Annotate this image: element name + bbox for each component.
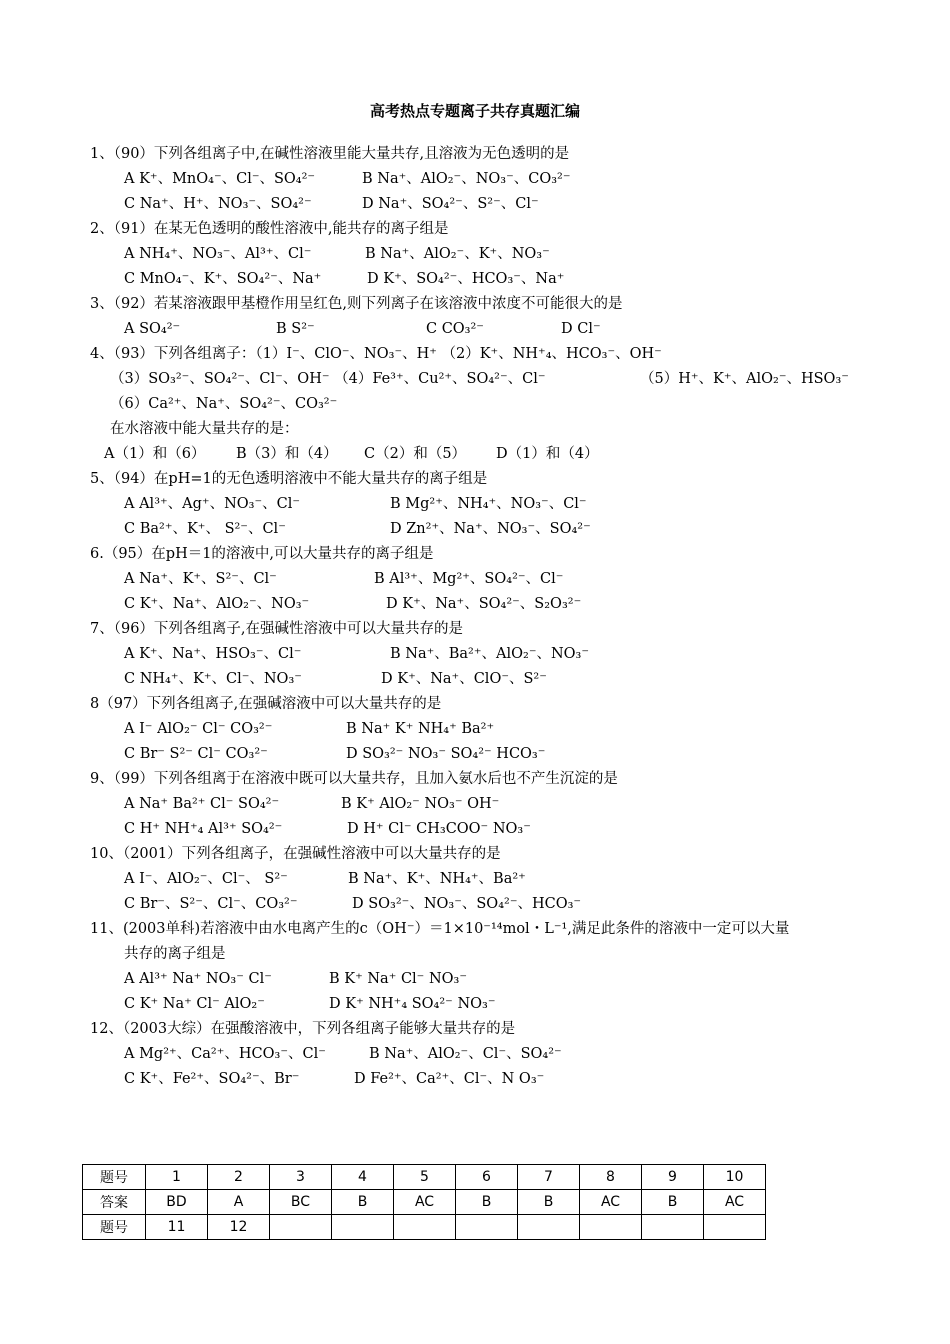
option-line — [90, 392, 890, 417]
option-text: A I⁻、AlO₂⁻、Cl⁻、 S²⁻ — [124, 871, 288, 887]
table-cell — [332, 1215, 394, 1240]
table-cell: 3 — [270, 1165, 332, 1190]
table-row — [83, 1215, 766, 1240]
table-cell: AC — [580, 1190, 642, 1215]
option-line — [90, 1042, 890, 1067]
option-text: C K⁺、Na⁺、AlO₂⁻、NO₃⁻ — [124, 596, 310, 612]
option-text: A K⁺、Na⁺、HSO₃⁻、Cl⁻ — [124, 646, 302, 662]
table-cell: 7 — [518, 1165, 580, 1190]
table-cell: 4 — [332, 1165, 394, 1190]
option-text: A Na⁺ Ba²⁺ Cl⁻ SO₄²⁻ — [124, 796, 280, 812]
table-cell: AC — [394, 1190, 456, 1215]
option-line — [90, 992, 890, 1017]
option-text: B Na⁺、K⁺、NH₄⁺、Ba²⁺ — [348, 871, 526, 887]
option-text: C K⁺、Fe²⁺、SO₄²⁻、Br⁻ — [124, 1071, 300, 1087]
page-title: 高考热点专题离子共存真题汇编 — [369, 102, 580, 120]
option-text: A Mg²⁺、Ca²⁺、HCO₃⁻、Cl⁻ — [124, 1046, 326, 1062]
option-text: B Mg²⁺、NH₄⁺、NO₃⁻、Cl⁻ — [390, 496, 587, 512]
table-row — [83, 1190, 766, 1215]
option-line — [90, 167, 890, 192]
table-cell: BC — [270, 1190, 332, 1215]
question-stem — [90, 467, 890, 492]
table-cell: A — [208, 1190, 270, 1215]
option-line — [90, 592, 890, 617]
question-stem — [90, 542, 890, 567]
option-text: （5）H⁺、K⁺、AlO₂⁻、HSO₃⁻ — [640, 371, 849, 387]
option-text: C CO₃²⁻ — [426, 321, 484, 337]
option-text: B K⁺ Na⁺ Cl⁻ NO₃⁻ — [329, 971, 467, 987]
option-line — [90, 817, 890, 842]
option-text: A（1）和（6） — [104, 446, 206, 462]
option-text: C Br⁻、S²⁻、Cl⁻、CO₃²⁻ — [124, 896, 298, 912]
table-cell: 5 — [394, 1165, 456, 1190]
table-cell: B — [332, 1190, 394, 1215]
table-cell — [270, 1215, 332, 1240]
option-line — [90, 717, 890, 742]
option-text: 在水溶液中能大量共存的是： — [110, 421, 299, 437]
option-text: D SO₃²⁻ NO₃⁻ SO₄²⁻ HCO₃⁻ — [346, 746, 546, 762]
option-line — [90, 867, 890, 892]
option-text: C Na⁺、H⁺、NO₃⁻、SO₄²⁻ — [124, 196, 312, 212]
option-text: B（3）和（4） — [236, 446, 338, 462]
question-text: 6.（95）在pH＝1的溶液中,可以大量共存的离子组是 — [90, 546, 434, 562]
table-row — [83, 1165, 766, 1190]
option-text: 共存的离子组是 — [124, 946, 226, 962]
question-text: 3、（92）若某溶液跟甲基橙作用呈红色,则下列离子在该溶液中浓度不可能很大的是 — [90, 296, 623, 312]
question-text: 7、（96）下列各组离子,在强碱性溶液中可以大量共存的是 — [90, 621, 464, 637]
question-stem — [90, 342, 890, 367]
option-line — [90, 492, 890, 517]
option-text: D Fe²⁺、Ca²⁺、Cl⁻、N O₃⁻ — [354, 1071, 545, 1087]
option-text: D K⁺ NH⁺₄ SO₄²⁻ NO₃⁻ — [329, 996, 496, 1012]
option-text: D K⁺、Na⁺、ClO⁻、S²⁻ — [381, 671, 547, 687]
option-text: D K⁺、Na⁺、SO₄²⁻、S₂O₃²⁻ — [386, 596, 582, 612]
option-text: B Na⁺、AlO₂⁻、Cl⁻、SO₄²⁻ — [369, 1046, 562, 1062]
row-label-cell: 题号 — [83, 1165, 146, 1190]
question-text: 4、（93）下列各组离子：（1）I⁻、ClO⁻、NO₃⁻、H⁺ （2）K⁺、NH⁺₄、HCO₃⁻、OH⁻ — [90, 346, 662, 362]
option-text: C（2）和（5） — [364, 446, 467, 462]
table-cell: AC — [704, 1190, 766, 1215]
option-text: A NH₄⁺、NO₃⁻、Al³⁺、Cl⁻ — [124, 246, 312, 262]
option-text: B Na⁺、Ba²⁺、AlO₂⁻、NO₃⁻ — [390, 646, 590, 662]
option-text: （6）Ca²⁺、Na⁺、SO₄²⁻、CO₃²⁻ — [110, 396, 338, 412]
table-cell: B — [518, 1190, 580, 1215]
option-line — [90, 567, 890, 592]
option-line — [90, 642, 890, 667]
table-cell — [394, 1215, 456, 1240]
option-text: A Na⁺、K⁺、S²⁻、Cl⁻ — [124, 571, 277, 587]
option-text: B K⁺ AlO₂⁻ NO₃⁻ OH⁻ — [341, 796, 500, 812]
question-stem — [90, 842, 890, 867]
table-cell: 1 — [146, 1165, 208, 1190]
question-stem — [90, 692, 890, 717]
option-line — [90, 317, 890, 342]
option-text: D SO₃²⁻、NO₃⁻、SO₄²⁻、HCO₃⁻ — [352, 896, 582, 912]
option-text: C K⁺ Na⁺ Cl⁻ AlO₂⁻ — [124, 996, 265, 1012]
question-text: 10、（2001）下列各组离子，在强碱性溶液中可以大量共存的是 — [90, 846, 501, 862]
option-line — [90, 967, 890, 992]
question-text: 2、（91）在某无色透明的酸性溶液中,能共存的离子组是 — [90, 221, 449, 237]
table-cell: 12 — [208, 1215, 270, 1240]
option-text: C NH₄⁺、K⁺、Cl⁻、NO₃⁻ — [124, 671, 302, 687]
table-cell: 6 — [456, 1165, 518, 1190]
question-text: 8（97）下列各组离子,在强碱溶液中可以大量共存的是 — [90, 696, 442, 712]
table-cell — [456, 1215, 518, 1240]
question-stem — [90, 142, 890, 167]
option-text: D（1）和（4） — [496, 446, 599, 462]
option-text: D H⁺ Cl⁻ CH₃COO⁻ NO₃⁻ — [347, 821, 531, 837]
question-text: 12、（2003大综）在强酸溶液中，下列各组离子能够大量共存的是 — [90, 1021, 516, 1037]
question-stem — [90, 292, 890, 317]
option-text: A Al³⁺、Ag⁺、NO₃⁻、Cl⁻ — [124, 496, 300, 512]
option-line — [90, 792, 890, 817]
question-stem — [90, 767, 890, 792]
table-cell: B — [456, 1190, 518, 1215]
option-line — [90, 242, 890, 267]
option-text: D Cl⁻ — [561, 321, 601, 337]
question-text: 9、（99）下列各组离于在溶液中既可以大量共存，且加入氨水后也不产生沉淀的是 — [90, 771, 618, 787]
table-cell: BD — [146, 1190, 208, 1215]
option-text: A K⁺、MnO₄⁻、Cl⁻、SO₄²⁻ — [124, 171, 316, 187]
option-line — [90, 667, 890, 692]
option-text: A SO₄²⁻ — [124, 321, 181, 337]
table-cell — [704, 1215, 766, 1240]
option-line — [90, 442, 890, 467]
question-stem — [90, 217, 890, 242]
option-line — [90, 1067, 890, 1092]
option-text: D K⁺、SO₄²⁻、HCO₃⁻、Na⁺ — [367, 271, 565, 287]
option-text: B Al³⁺、Mg²⁺、SO₄²⁻、Cl⁻ — [374, 571, 564, 587]
option-text: C Br⁻ S²⁻ Cl⁻ CO₃²⁻ — [124, 746, 268, 762]
row-label-cell: 题号 — [83, 1215, 146, 1240]
question-stem — [90, 617, 890, 642]
option-text: B S²⁻ — [276, 321, 315, 337]
table-cell: 10 — [704, 1165, 766, 1190]
question-text: 11、(2003单科)若溶液中由水电离产生的c（OH⁻）＝1×10⁻¹⁴mol・L⁻¹,满足此条件的溶液中一定可以大量 — [90, 921, 790, 937]
option-text: （3）SO₃²⁻、SO₄²⁻、Cl⁻、OH⁻ （4）Fe³⁺、Cu²⁺、SO₄²⁻、Cl⁻ — [110, 371, 546, 387]
row-label-cell: 答案 — [83, 1190, 146, 1215]
question-text: 5、（94）在pH=1的无色透明溶液中不能大量共存的离子组是 — [90, 471, 488, 487]
option-text: A I⁻ AlO₂⁻ Cl⁻ CO₃²⁻ — [124, 721, 273, 737]
option-text: D Zn²⁺、Na⁺、NO₃⁻、SO₄²⁻ — [390, 521, 591, 537]
table-cell: 9 — [642, 1165, 704, 1190]
option-text: C MnO₄⁻、K⁺、SO₄²⁻、Na⁺ — [124, 271, 322, 287]
option-line — [90, 267, 890, 292]
option-line — [90, 517, 890, 542]
option-text: C H⁺ NH⁺₄ Al³⁺ SO₄²⁻ — [124, 821, 283, 837]
table-cell: 11 — [146, 1215, 208, 1240]
option-text: C Ba²⁺、K⁺、 S²⁻、Cl⁻ — [124, 521, 286, 537]
table-cell: 2 — [208, 1165, 270, 1190]
question-stem — [90, 917, 890, 942]
option-line — [90, 192, 890, 217]
option-line — [90, 367, 890, 392]
question-text: 1、（90）下列各组离子中,在碱性溶液里能大量共存,且溶液为无色透明的是 — [90, 146, 570, 162]
option-line — [90, 417, 890, 442]
option-line — [90, 892, 890, 917]
answer-table — [82, 1164, 766, 1240]
option-text: B Na⁺、AlO₂⁻、K⁺、NO₃⁻ — [365, 246, 550, 262]
option-text: A Al³⁺ Na⁺ NO₃⁻ Cl⁻ — [124, 971, 272, 987]
option-text: B Na⁺、AlO₂⁻、NO₃⁻、CO₃²⁻ — [362, 171, 571, 187]
option-text: D Na⁺、SO₄²⁻、S²⁻、Cl⁻ — [362, 196, 539, 212]
question-list — [90, 142, 890, 1092]
question-stem — [90, 1017, 890, 1042]
option-text: B Na⁺ K⁺ NH₄⁺ Ba²⁺ — [346, 721, 495, 737]
table-cell — [642, 1215, 704, 1240]
table-cell — [580, 1215, 642, 1240]
option-line — [90, 942, 890, 967]
option-line — [90, 742, 890, 767]
table-cell: 8 — [580, 1165, 642, 1190]
table-cell: B — [642, 1190, 704, 1215]
table-cell — [518, 1215, 580, 1240]
